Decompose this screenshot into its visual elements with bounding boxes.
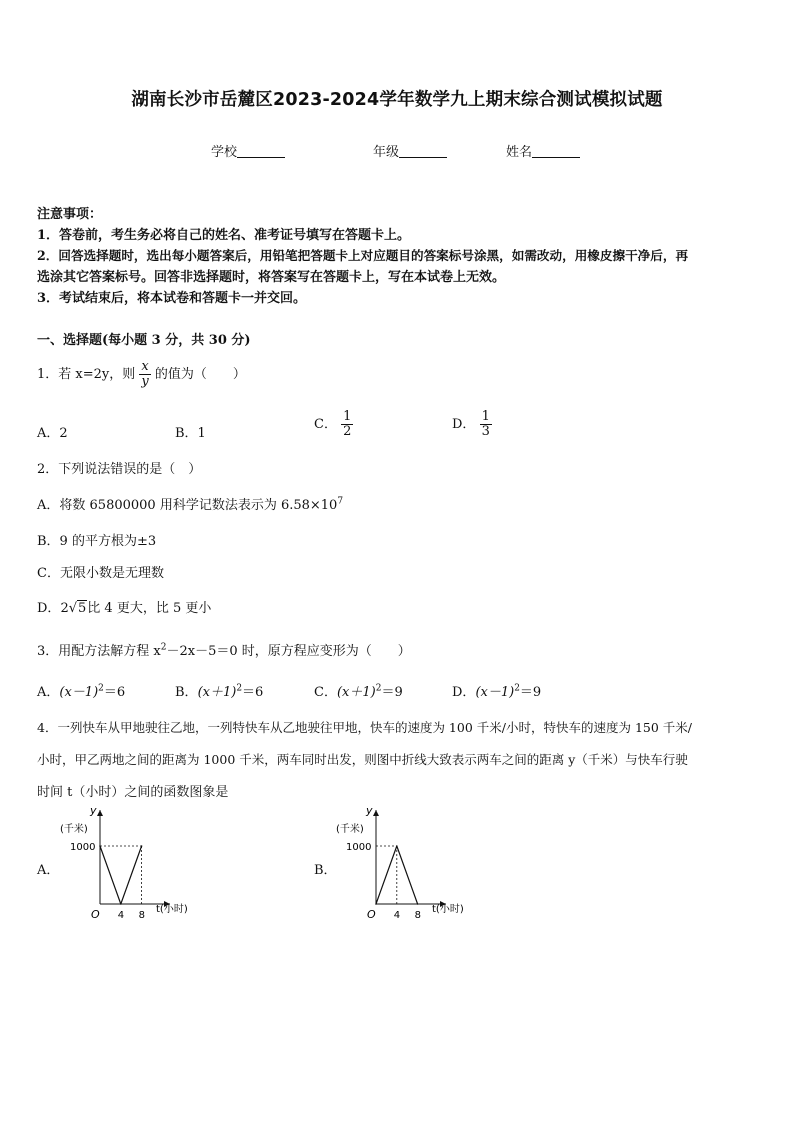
graph-segment [397, 846, 418, 904]
q3-c-label: C． [314, 685, 337, 700]
q3-stem-b: －2x－5＝0 时，原方程应变形为（ ） [166, 644, 411, 659]
y-axis-unit: (千米) [336, 824, 364, 835]
q3-c-base: (x＋1) [336, 685, 376, 700]
q3-option-a [37, 681, 125, 700]
name-blank [532, 144, 580, 158]
q2-option-d [37, 597, 211, 616]
x-tick-label: 8 [138, 910, 145, 921]
q3-d-base: (x－1) [475, 685, 515, 700]
q3-d-label: D． [452, 685, 476, 700]
q3-b-exp: 2 [236, 683, 243, 694]
notice-item-1: 1．答卷前，考生务必将自己的姓名、准考证号填写在答题卡上。 [37, 228, 411, 243]
q4-line-2: 小时，甲乙两地之间的距离为 1000 千米，两车同时出发，则图中折线大致表示两车之间的距离 y（千米）与快车行驶 [37, 752, 688, 767]
grade-blank [399, 144, 447, 158]
q2-d-coef: 2 [60, 601, 69, 616]
graph-segment [100, 846, 121, 904]
origin-label: O [367, 908, 376, 921]
school-blank [237, 144, 285, 158]
q3-d-rhs: ＝9 [519, 685, 542, 700]
q2-a-text: A．将数 65800000 用科学记数法表示为 6.58×10 [37, 498, 338, 513]
q1-option-d [452, 410, 492, 439]
q2-option-b: B．9 的平方根为±3 [37, 534, 157, 549]
notice-item-3: 3．考试结束后，将本试卷和答题卡一并交回。 [37, 291, 307, 306]
section-heading: 一、选择题(每小题 3 分，共 30 分) [37, 333, 251, 348]
name-label: 姓名 [506, 145, 533, 160]
q3-stem-a: 3．用配方法解方程 x [37, 644, 161, 659]
y-axis-arrow-icon [373, 810, 379, 816]
sqrt-icon: √ [68, 601, 78, 616]
question-1 [37, 360, 246, 389]
q1-c-num: 1 [343, 409, 352, 424]
origin-label: O [91, 908, 100, 921]
graph-a [56, 800, 206, 925]
y-axis-unit: (千米) [60, 824, 88, 835]
q3-d-exp: 2 [514, 683, 520, 694]
y-tick-label: 1000 [70, 842, 96, 853]
q1-frac-num: x [141, 359, 149, 374]
y-axis-label: y [366, 804, 373, 817]
x-axis-label: t(小时) [156, 904, 188, 915]
q1-stem-b: 的值为（ ） [154, 367, 246, 382]
q3-b-label: B． [175, 685, 198, 700]
data-point [120, 903, 122, 905]
y-tick-label: 1000 [346, 842, 372, 853]
q2-a-exponent: 7 [337, 496, 344, 507]
graph-segment [376, 846, 397, 904]
q1-option-a: A．2 [37, 426, 68, 441]
q3-option-c [314, 681, 403, 700]
y-axis-arrow-icon [97, 810, 103, 816]
q3-option-b [175, 681, 263, 700]
q3-c-rhs: ＝9 [381, 685, 403, 700]
data-point [99, 845, 101, 847]
question-3 [37, 640, 411, 659]
x-axis-label: t(小时) [432, 904, 464, 915]
grade-label: 年级 [373, 145, 400, 160]
notice-heading: 注意事项： [37, 207, 103, 222]
data-point [141, 845, 143, 847]
q1-stem-a: 1．若 x=2y，则 [37, 367, 136, 382]
q1-c-den: 2 [343, 424, 352, 439]
q1-fraction [139, 360, 150, 389]
name-field [506, 141, 580, 160]
y-axis-label: y [90, 804, 97, 817]
data-point [375, 903, 377, 905]
q3-b-base: (x＋1) [197, 685, 237, 700]
q3-a-rhs: ＝6 [103, 685, 126, 700]
school-label: 学校 [211, 145, 238, 160]
grade-field [373, 141, 447, 160]
q1-c-fraction [341, 410, 353, 439]
school-field [211, 141, 285, 160]
q3-c-exp: 2 [375, 683, 382, 694]
notice-item-2-cont: 选涂其它答案标号。回答非选择题时，将答案写在答题卡上，写在本试卷上无效。 [37, 270, 506, 285]
page-title: 湖南长沙市岳麓区2023-2024学年数学九上期末综合测试模拟试题 [131, 90, 663, 110]
q4-option-a-label: A． [37, 863, 60, 878]
q3-stem-exp: 2 [160, 642, 167, 653]
data-point [396, 845, 398, 847]
q1-d-fraction [480, 410, 492, 439]
graph-segment [121, 846, 142, 904]
q1-d-label: D． [452, 417, 476, 432]
q4-line-1: 4．一列快车从甲地驶往乙地，一列特快车从乙地驶往甲地，快车的速度为 100 千米/小时，特快车的速度为 150 千米/ [37, 720, 692, 735]
x-tick-label: 4 [117, 910, 125, 921]
q3-a-base: (x－1) [59, 685, 99, 700]
q4-option-b-label: B． [314, 863, 337, 878]
q3-b-rhs: ＝6 [242, 685, 264, 700]
notice-item-2: 2．回答选择题时，选出每小题答案后，用铅笔把答题卡上对应题目的答案标号涂黑，如需改动，用橡皮擦干净后，再 [37, 248, 689, 263]
q3-a-exp: 2 [98, 683, 104, 694]
q4-line-3: 时间 t（小时）之间的函数图象是 [37, 785, 229, 800]
q2-d-radicand: 5 [78, 601, 87, 616]
q3-a-label: A． [37, 685, 60, 700]
q2-d-label: D． [37, 601, 61, 616]
q2-option-a [37, 494, 343, 513]
q3-option-d [452, 681, 541, 700]
q1-d-den: 3 [481, 424, 490, 439]
graph-b [332, 800, 482, 925]
x-tick-label: 8 [414, 910, 421, 921]
q1-option-c [314, 410, 353, 439]
q2-option-c: C．无限小数是无理数 [37, 566, 164, 581]
x-tick-label: 4 [393, 910, 401, 921]
data-point [417, 903, 419, 905]
question-2: 2．下列说法错误的是（ ） [37, 462, 202, 477]
q1-c-label: C． [314, 417, 337, 432]
q1-frac-den: y [141, 374, 149, 389]
q2-d-rest: 比 4 更大，比 5 更小 [87, 601, 212, 616]
q1-option-b: B．1 [175, 426, 206, 441]
q1-d-num: 1 [481, 409, 490, 424]
